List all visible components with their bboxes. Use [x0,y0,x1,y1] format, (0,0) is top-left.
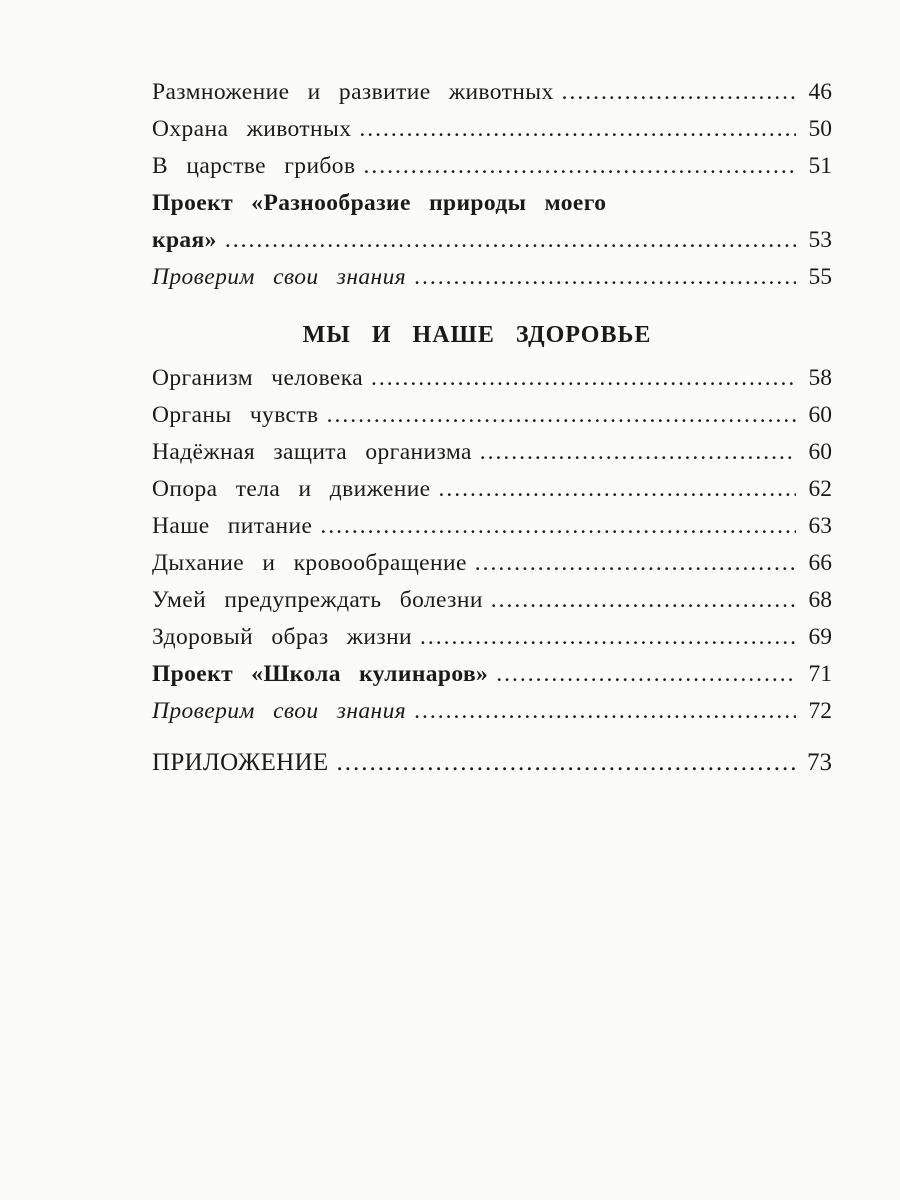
toc-leader-dots [320,508,796,545]
toc-leader-dots [439,471,796,508]
toc-entry-page: 62 [808,476,832,502]
toc-entry-page: 68 [808,587,832,613]
toc-entry [152,471,832,508]
toc-entry-page: 60 [808,439,832,465]
toc-entry-page: 60 [808,402,832,428]
toc-leader-dots [371,360,796,397]
toc-entry-title: В царстве грибов [152,153,356,179]
toc-entry-page: 53 [808,227,832,253]
toc-entry-title: Дыхание и кровообращение [152,550,467,576]
toc-entry-project-cooking [152,656,832,693]
toc-entry-title: Органы чувств [152,402,319,428]
toc-entry [152,582,832,619]
toc-entry-page: 58 [808,365,832,391]
toc-entry-title: Организм человека [152,365,364,391]
toc-leader-dots [414,693,796,730]
toc-entry-title-line1: Проект «Разнообразие природы моего [152,190,607,216]
toc-entry [152,397,832,434]
toc-leader-dots [475,545,796,582]
toc-entry-title: Надёжная защита организма [152,439,472,465]
toc-entry [152,74,832,111]
toc-entry-title: Проект «Школа кулинаров» [152,661,489,687]
toc-leader-dots [336,744,796,781]
toc-entry [152,360,832,397]
toc-entry-page: 46 [808,79,832,105]
toc-leader-dots [363,148,796,185]
toc-entry-project-nature [152,185,832,259]
toc-entry-title: ПРИЛОЖЕНИЕ [152,749,329,776]
toc-entry-title: Умей предупреждать болезни [152,587,483,613]
toc-leader-dots [327,397,796,434]
toc-leader-dots [414,259,796,296]
toc-entry [152,545,832,582]
toc-entry-continuation [152,222,832,259]
toc-entry [152,111,832,148]
toc-entry-page: 73 [807,749,832,776]
table-of-contents [152,74,832,781]
toc-entry-page: 71 [808,661,832,687]
toc-leader-dots [480,434,796,471]
toc-entry-title: Проверим свои знания [152,264,407,290]
toc-entry-page: 51 [808,153,832,179]
toc-leader-dots [359,111,796,148]
toc-entry-page: 72 [808,698,832,724]
toc-entry-page: 55 [808,264,832,290]
toc-entry-page: 50 [808,116,832,142]
toc-entry [152,508,832,545]
toc-entry [152,434,832,471]
toc-entry-title: Размножение и развитие животных [152,79,554,105]
section-heading: МЫ И НАШЕ ЗДОРОВЬЕ [302,322,652,348]
toc-entry [152,148,832,185]
toc-entry-appendix [152,744,832,781]
toc-entry-page: 63 [808,513,832,539]
toc-entry-title: Опора тела и движение [152,476,431,502]
toc-leader-dots [562,74,796,111]
toc-entry-title: Проверим свои знания [152,698,407,724]
toc-entry-title: Здоровый образ жизни [152,624,413,650]
toc-entry-check [152,693,832,730]
toc-leader-dots [420,619,796,656]
toc-leader-dots [225,222,796,259]
toc-entry [152,619,832,656]
toc-leader-dots [491,582,796,619]
toc-entry-page: 66 [808,550,832,576]
toc-entry-check [152,259,832,296]
toc-entry-title: Охрана животных [152,116,352,142]
toc-entry-title-line2: края» [152,227,217,253]
toc-leader-dots [496,656,796,693]
toc-entry-page: 69 [808,624,832,650]
toc-entry-title: Наше питание [152,513,313,539]
